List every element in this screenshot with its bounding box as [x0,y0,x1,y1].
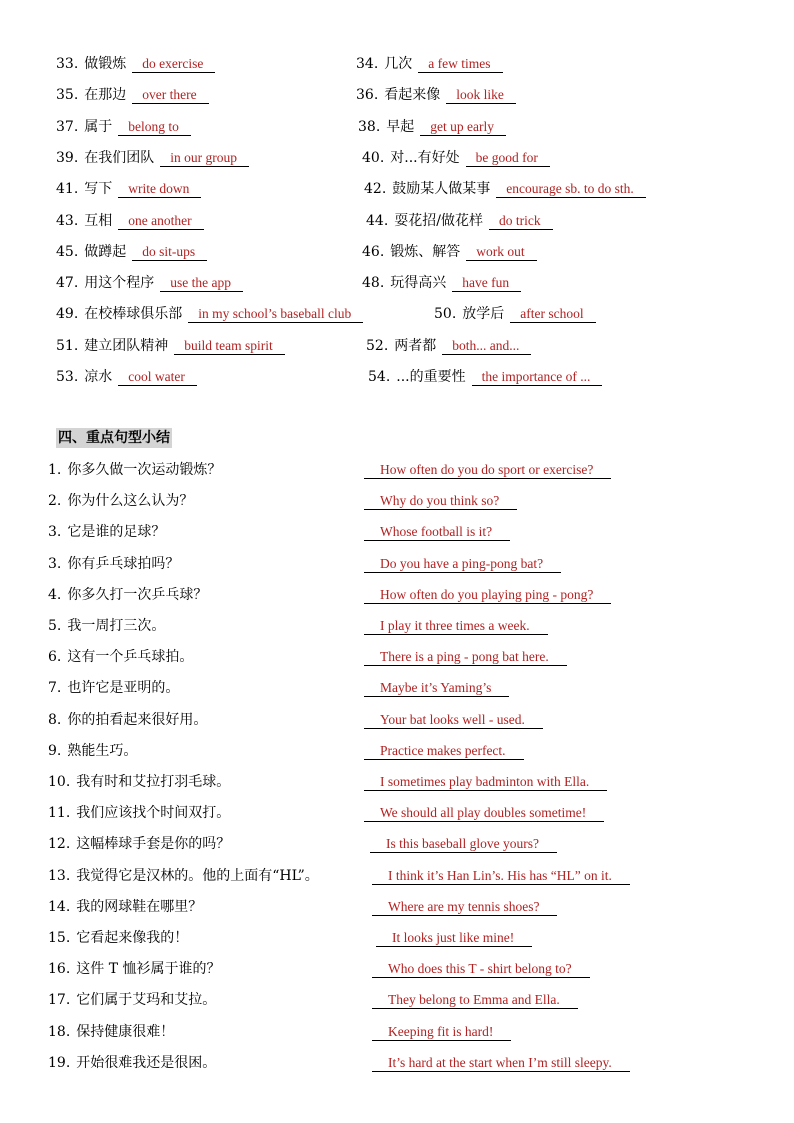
vocab-item-right [364,177,646,201]
chinese-phrase: 在那边 [84,87,127,104]
answer-blank: one another [118,213,203,230]
vocab-item-left [56,240,207,264]
item-number: 52. [366,337,389,354]
item-number: 50. [434,306,457,323]
item-number: 54. [368,369,391,385]
item-number: 53. [56,369,79,385]
vocab-item-right [362,146,550,170]
sentence-answer-blank: I sometimes play badminton with Ella. [364,774,607,791]
sentence-answer-blank: It looks just like mine! [376,930,532,947]
sentence-row [0,552,794,576]
vocab-item-right [356,52,503,76]
chinese-phrase: 放学后 [462,306,505,323]
sentence-english [372,864,630,888]
item-number: 43. [56,212,79,229]
sentence-answer-blank: Is this baseball glove yours? [370,836,557,853]
chinese-phrase: 写下 [84,181,113,198]
sentence-number: 6. [48,649,62,666]
item-number: 37. [56,118,79,135]
vocab-item-right [366,209,553,233]
answer-blank: in our group [160,150,249,167]
sentence-chinese [48,676,179,700]
vocab-item-right [368,365,602,389]
answer-blank: in my school’s baseball club [188,306,363,323]
sentence-row [0,614,794,638]
vocab-row [0,240,794,264]
vocab-item-left [56,146,249,170]
answer-blank: work out [466,244,536,261]
sentence-chinese [48,645,193,669]
sentence-answer-blank: Practice makes perfect. [364,743,524,760]
sentence-chinese-text: 保持健康很难！ [76,1023,175,1040]
sentence-chinese-text: 你有乒乓球拍吗？ [67,555,180,572]
sentence-chinese [48,614,165,638]
chinese-phrase: 看起来像 [384,87,441,104]
sentence-row [0,832,794,856]
sentence-row [0,957,794,981]
sentence-english [364,552,561,576]
item-number: 34. [356,56,379,72]
sentence-chinese-text: 开始很难我还是很困。 [76,1054,217,1071]
answer-blank: be good for [466,150,550,167]
vocab-row [0,302,794,326]
item-number: 48. [362,275,385,292]
item-number: 47. [56,275,79,292]
sentence-chinese-text: 我有时和艾拉打羽毛球。 [76,774,231,790]
sentence-english [376,926,532,950]
vocab-item-left [56,52,215,76]
answer-blank: belong to [118,119,191,136]
sentence-chinese [48,1051,216,1075]
answer-blank: cool water [118,369,197,386]
chinese-phrase: 鼓励某人做某事 [392,181,491,198]
item-number: 46. [362,243,385,260]
vocab-item-left [56,334,285,358]
sentence-chinese-text: 我们应该找个时间双打。 [76,805,231,822]
chinese-phrase: 对...有好处 [390,149,460,166]
sentence-answer-blank: Where are my tennis shoes? [372,899,557,916]
chinese-phrase: 做锻炼 [84,56,127,72]
sentence-english [364,614,548,638]
sentence-chinese [48,988,216,1012]
sentence-english [370,832,557,856]
answer-blank: after school [510,306,595,323]
sentence-chinese [48,801,230,825]
sentence-english [372,988,578,1012]
sentence-english [372,895,557,919]
sentence-chinese [48,458,221,482]
vocab-row [0,146,794,170]
item-number: 42. [364,181,387,198]
sentence-english [364,708,543,732]
sentence-english [364,489,517,513]
sentence-chinese-text: 你为什么这么认为？ [67,493,194,510]
answer-blank: encourage sb. to do sth. [496,181,645,198]
sentence-number: 3. [48,524,62,541]
sentence-row [0,1051,794,1075]
sentence-chinese-text: 我的网球鞋在哪里？ [76,898,203,915]
sentence-row [0,801,794,825]
section-title: 四、重点句型小结 [58,430,170,446]
sentence-answer-blank: We should all play doubles sometime! [364,805,604,822]
sentence-row [0,520,794,544]
sentence-number: 7. [48,680,62,697]
sentence-answer-blank: Keeping fit is hard! [372,1024,511,1041]
sentence-number: 16. [48,961,71,978]
sentence-answer-blank: Your bat looks well - used. [364,712,543,729]
vocab-row [0,115,794,139]
sentence-row [0,708,794,732]
sentence-chinese [48,926,188,950]
sentence-number: 2. [48,493,62,510]
chinese-phrase: 属于 [84,118,113,135]
sentence-english [364,645,567,669]
answer-blank: a few times [418,56,502,73]
sentence-number: 4. [48,586,62,603]
answer-blank: use the app [160,275,243,292]
sentence-chinese-text: 我觉得它是汉林的。他的上面有“HL”。 [76,867,319,884]
sentence-chinese-text: 熟能生巧。 [67,742,138,759]
sentence-chinese [48,520,165,544]
chinese-phrase: 做蹲起 [84,243,127,260]
answer-blank: get up early [420,119,506,136]
chinese-phrase: 耍花招/做花样 [394,212,483,229]
sentence-answer-blank: Do you have a ping-pong bat? [364,556,561,573]
sentence-chinese-text: 它看起来像我的！ [76,930,189,946]
sentence-chinese-text: 这幅棒球手套是你的吗？ [76,836,231,853]
sentence-row [0,864,794,888]
sentence-chinese-text: 也许它是亚明的。 [67,680,180,697]
sentence-english [364,520,510,544]
vocab-row [0,334,794,358]
sentence-english [372,1020,511,1044]
sentence-row [0,583,794,607]
sentence-chinese-text: 它们属于艾玛和艾拉。 [76,992,217,1009]
item-number: 44. [366,212,389,229]
sentence-answer-blank: There is a ping - pong bat here. [364,649,567,666]
chinese-phrase: 在我们团队 [84,149,155,166]
sentence-chinese [48,864,319,888]
sentence-chinese [48,708,207,732]
answer-blank: the importance of ... [472,369,603,386]
sentence-chinese-text: 你多久打一次乒乓球？ [67,586,208,603]
vocab-item-right [434,302,596,326]
vocab-item-left [56,271,243,295]
vocab-item-left [56,209,204,233]
sentence-chinese-text: 这件 T 恤衫属于谁的？ [76,961,221,978]
vocab-row [0,177,794,201]
sentence-number: 12. [48,836,71,853]
item-number: 51. [56,337,79,354]
sentence-english [364,770,607,794]
vocab-item-left [56,115,191,139]
item-number: 36. [356,87,379,104]
sentence-chinese [48,895,202,919]
sentence-number: 8. [48,711,62,728]
vocab-item-right [362,271,521,295]
sentence-english [364,458,611,482]
sentence-number: 13. [48,867,71,884]
chinese-phrase: 互相 [84,212,113,229]
sentence-answer-blank: Who does this T - shirt belong to? [372,961,590,978]
sentence-english [364,801,604,825]
sentence-row [0,1020,794,1044]
sentence-chinese [48,583,207,607]
vocab-row [0,52,794,76]
chinese-phrase: 锻炼、解答 [390,243,461,260]
sentence-answer-blank: Whose football is it? [364,524,510,541]
vocab-item-left [56,302,363,326]
answer-blank: build team spirit [174,338,285,355]
vocab-item-right [356,83,516,107]
chinese-phrase: 玩得高兴 [390,275,447,292]
item-number: 35. [56,87,79,104]
answer-blank: both... and... [442,338,531,355]
chinese-phrase: 早起 [386,118,415,135]
vocab-row [0,209,794,233]
vocab-item-right [366,334,531,358]
answer-blank: do trick [489,213,553,230]
sentence-chinese-text: 你的拍看起来很好用。 [67,711,208,728]
item-number: 45. [56,243,79,260]
sentence-row [0,926,794,950]
sentence-chinese-text: 这有一个乒乓球拍。 [67,649,194,666]
chinese-phrase: 两者都 [394,337,437,354]
sentence-english [364,583,611,607]
sentence-chinese [48,832,230,856]
sentence-row [0,645,794,669]
sentence-answer-blank: Maybe it’s Yaming’s [364,680,509,697]
item-number: 39. [56,149,79,166]
vocab-item-right [358,115,506,139]
sentence-answer-blank: How often do you do sport or exercise? [364,462,611,479]
chinese-phrase: 几次 [384,56,413,72]
sentence-english [364,739,524,763]
chinese-phrase: 在校棒球俱乐部 [84,306,183,323]
sentence-row [0,458,794,482]
sentence-number: 9. [48,742,62,759]
sentence-english [372,957,590,981]
sentence-answer-blank: I think it’s Han Lin’s. His has “HL” on it. [372,868,630,885]
sentence-row [0,489,794,513]
vocab-item-left [56,177,201,201]
sentence-number: 19. [48,1054,71,1071]
chinese-phrase: 建立团队精神 [84,337,169,354]
item-number: 33. [56,56,79,72]
sentence-answer-blank: It’s hard at the start when I’m still sleepy. [372,1055,630,1072]
sentence-english [372,1051,630,1075]
sentence-chinese [48,739,137,763]
sentence-chinese [48,552,179,576]
sentence-answer-blank: Why do you think so? [364,493,517,510]
answer-blank: look like [446,87,516,104]
item-number: 40. [362,149,385,166]
sentence-number: 10. [48,774,71,790]
sentence-row [0,770,794,794]
sentence-english [364,676,509,700]
sentence-chinese [48,489,193,513]
answer-blank: have fun [452,275,521,292]
sentence-number: 15. [48,930,71,946]
sentence-chinese [48,1020,174,1044]
chinese-phrase: ...的重要性 [396,369,466,385]
vocab-row [0,271,794,295]
sentence-chinese-text: 你多久做一次运动锻炼？ [67,462,222,478]
vocab-row [0,83,794,107]
sentence-chinese-text: 它是谁的足球？ [67,524,166,541]
vocab-item-left [56,365,197,389]
sentence-row [0,676,794,700]
sentence-chinese [48,770,230,794]
item-number: 38. [358,118,381,135]
sentence-number: 14. [48,898,71,915]
answer-blank: do exercise [132,56,215,73]
answer-blank: over there [132,87,208,104]
sentence-row [0,739,794,763]
item-number: 49. [56,306,79,323]
sentence-number: 18. [48,1023,71,1040]
sentence-chinese [48,957,221,981]
sentence-number: 3. [48,555,62,572]
vocab-item-right [362,240,537,264]
sentence-number: 17. [48,992,71,1009]
sentence-number: 11. [48,805,71,822]
chinese-phrase: 用这个程序 [84,275,155,292]
answer-blank: write down [118,181,201,198]
answer-blank: do sit-ups [132,244,207,261]
item-number: 41. [56,181,79,198]
sentence-answer-blank: How often do you playing ping - pong? [364,587,611,604]
vocab-item-left [56,83,209,107]
sentence-chinese-text: 我一周打三次。 [67,618,166,634]
sentence-number: 5. [48,618,62,634]
sentence-row [0,988,794,1012]
sentence-row [0,895,794,919]
sentence-number: 1. [48,462,62,478]
sentence-answer-blank: They belong to Emma and Ella. [372,992,578,1009]
vocab-row [0,365,794,389]
chinese-phrase: 凉水 [84,369,113,385]
sentence-answer-blank: I play it three times a week. [364,618,548,635]
